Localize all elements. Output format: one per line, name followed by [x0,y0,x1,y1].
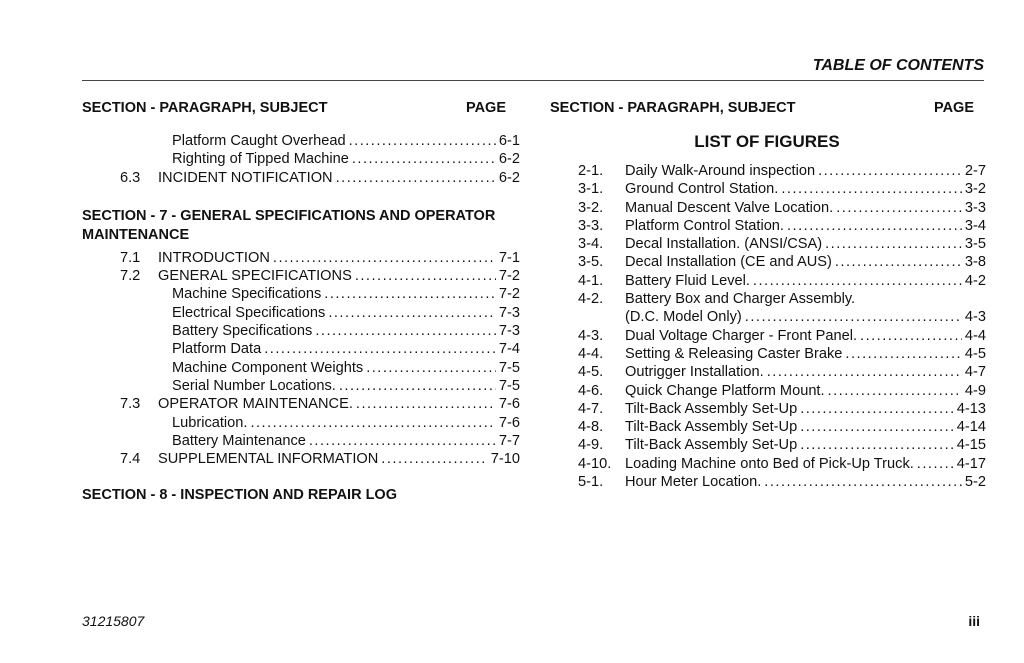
list-of-figures-title: LIST OF FIGURES [694,132,840,151]
right-column [550,98,986,491]
toc-entry [82,432,520,450]
entry-page: 7-6 [498,396,520,413]
toc-entry [82,132,520,150]
entry-number: 7.3 [120,396,141,413]
page-heading: PAGE [933,100,974,116]
dot-leader [349,132,496,150]
dot-leader [745,308,962,326]
header-rule [82,80,984,81]
entry-page: 4-17 [956,455,986,472]
entry-number: 4-1. [578,272,604,289]
entry-title: Decal Installation. (ANSI/CSA) [625,236,823,253]
toc-entry [550,327,986,345]
entry-title: Battery Fluid Level. [625,272,750,289]
entry-title: Battery Specifications [172,323,313,340]
entry-page: 4-15 [956,437,986,454]
dot-leader [764,473,962,491]
entry-number: 3-3. [578,217,604,234]
entry-title: Setting & Releasing Caster Brake [625,345,843,362]
entry-number: 4-3. [578,327,604,344]
toc-entry [550,235,986,253]
toc-entry [82,395,520,413]
entry-page: 7-3 [498,323,520,340]
toc-entry [550,455,986,473]
entry-page: 5-2 [964,474,986,491]
entry-page: 3-2 [964,181,986,198]
entry-title: (D.C. Model Only) [625,309,742,326]
entry-page: 4-13 [956,400,986,417]
toc-entries-section-6 [82,132,520,187]
entry-number: 6.3 [120,169,141,186]
entry-page: 4-5 [964,345,986,362]
dot-leader [355,267,496,285]
toc-entry [82,304,520,322]
entry-number: 4-6. [578,382,604,399]
dot-leader [328,304,496,322]
list-of-figures [550,132,986,491]
dot-leader [818,162,962,180]
entry-number: 7.4 [120,451,141,468]
entry-title: Hour Meter Location. [625,474,762,491]
entry-page: 4-9 [964,382,986,399]
entry-title: INCIDENT NOTIFICATION [158,169,333,186]
entry-page: 7-7 [498,432,520,449]
toc-entry [550,272,986,290]
dot-leader [787,217,962,235]
entry-page: 7-4 [498,341,520,358]
dot-leader [917,455,954,473]
entry-title: Manual Descent Valve Location. [625,199,834,216]
entry-page: 3-5 [964,236,986,253]
dot-leader [273,249,496,267]
toc-entry [82,359,520,377]
toc-entry [82,285,520,303]
entry-number: 4-7. [578,400,604,417]
dot-leader [381,450,488,468]
toc-entries-section-7 [82,249,520,469]
entry-title: Daily Walk-Around inspection [625,163,816,179]
left-column-header [82,98,506,120]
entry-number: 2-1. [578,163,604,179]
dot-leader [315,322,496,340]
entry-page: 7-2 [498,286,520,303]
entry-page: 3-8 [964,254,986,271]
toc-entry [550,217,986,235]
entry-page: 7-10 [490,451,520,468]
dot-leader [366,359,496,377]
entry-title: Loading Machine onto Bed of Pick-Up Truck. [625,455,914,472]
toc-entry [550,162,986,180]
toc-entry [82,450,520,468]
entry-page: 7-5 [498,359,520,376]
dot-leader [264,340,496,358]
toc-entry [82,340,520,358]
entry-page: 7-5 [498,377,520,394]
entry-title: GENERAL SPECIFICATIONS [158,268,352,285]
toc-entry [550,199,986,217]
toc-entry [550,363,986,381]
entry-number: 3-4. [578,236,604,253]
entry-title: Platform Data [172,341,262,358]
entry-number: 4-4. [578,345,604,362]
entry-page: 3-3 [964,199,986,216]
subject-heading: SECTION - PARAGRAPH, SUBJECT [82,100,328,116]
entry-title: Ground Control Station. [625,181,779,198]
section-8-heading: SECTION - 8 - INSPECTION AND REPAIR LOG [82,487,397,504]
dot-leader [339,377,496,395]
toc-entry [550,180,986,198]
document-number: 31215807 [82,613,145,629]
toc-entry [550,290,986,308]
toc-entry [82,249,520,267]
entry-number: 7.2 [120,268,141,285]
section-7-heading: SECTION - 7 - GENERAL SPECIFICATIONS AND OPERATOR MAINTENANCE [82,207,496,243]
dot-leader [828,382,962,400]
subject-heading: SECTION - PARAGRAPH, SUBJECT [550,100,796,116]
toc-entry [550,345,986,363]
toc-entry [550,253,986,271]
entry-title: Outrigger Installation. [625,364,764,381]
entry-page: 4-7 [964,364,986,381]
entry-title: SUPPLEMENTAL INFORMATION [158,451,379,468]
entry-title: Decal Installation (CE and AUS) [625,254,832,271]
dot-leader [845,345,962,363]
entry-title: Tilt-Back Assembly Set-Up [625,400,798,417]
toc-entry [550,382,986,400]
dot-leader [336,169,496,187]
entry-page: 7-6 [498,414,520,431]
entry-number: 4-10. [578,455,612,472]
entry-number: 4-2. [578,291,604,308]
dot-leader [767,363,962,381]
entry-title: Lubrication. [172,414,248,431]
toc-entry [82,267,520,285]
dot-leader [309,432,496,450]
page-number: iii [968,613,980,629]
dot-leader [352,150,496,168]
entry-title: Serial Number Locations. [172,377,336,394]
entry-number: 4-5. [578,364,604,381]
toc-entry [550,308,986,326]
entry-number: 4-8. [578,419,604,436]
entry-title: Dual Voltage Charger - Front Panel. [625,327,858,344]
toc-entry [550,436,986,454]
dot-leader [250,414,495,432]
dot-leader [324,285,496,303]
entry-title: Machine Component Weights [172,359,364,376]
entry-page: 4-3 [964,309,986,326]
entry-page: 6-2 [498,169,520,186]
entry-page: 7-2 [498,268,520,285]
entry-title: INTRODUCTION [158,249,270,266]
figure-entries [550,162,986,491]
entry-title: Tilt-Back Assembly Set-Up [625,437,798,454]
dot-leader [860,327,962,345]
toc-entry [550,400,986,418]
dot-leader [835,253,962,271]
left-column [82,98,520,509]
dot-leader [356,395,496,413]
toc-entry [82,169,520,187]
entry-number: 3-5. [578,254,604,271]
dot-leader [753,272,962,290]
entry-title: Righting of Tipped Machine [172,151,349,168]
entry-title: Quick Change Platform Mount. [625,382,825,399]
entry-title: Machine Specifications [172,286,322,303]
entry-page: 6-1 [498,133,520,149]
entry-page: 4-14 [956,419,986,436]
dot-leader [781,180,962,198]
entry-page: 7-3 [498,304,520,321]
entry-page: 4-2 [964,272,986,289]
dot-leader [825,235,962,253]
entry-number: 3-2. [578,199,604,216]
dot-leader [800,400,954,418]
entry-title: Tilt-Back Assembly Set-Up [625,419,798,436]
entry-number: 5-1. [578,474,604,491]
entry-page: 2-7 [964,163,986,179]
dot-leader [836,199,962,217]
entry-page: 3-4 [964,217,986,234]
dot-leader [800,418,954,436]
entry-title: OPERATOR MAINTENANCE. [158,396,353,413]
page-heading: PAGE [465,100,506,116]
toc-entry [550,418,986,436]
entry-number: 4-9. [578,437,604,454]
toc-entry [82,414,520,432]
entry-page: 7-1 [498,249,520,266]
entry-page: 4-4 [964,327,986,344]
entry-number: 3-1. [578,181,604,198]
entry-title: Platform Control Station. [625,217,784,234]
dot-leader [800,436,954,454]
entry-title: Battery Maintenance [172,432,306,449]
entry-title: Electrical Specifications [172,304,326,321]
toc-entry [82,150,520,168]
right-column-header [550,98,974,120]
entry-title: Battery Box and Charger Assembly. [625,291,856,308]
toc-entry [82,377,520,395]
toc-entry [550,473,986,491]
toc-entry [82,322,520,340]
entry-page: 6-2 [498,151,520,168]
entry-title: Platform Caught Overhead [172,133,346,149]
entry-number: 7.1 [120,249,141,266]
page-header-title: TABLE OF CONTENTS [812,57,984,74]
